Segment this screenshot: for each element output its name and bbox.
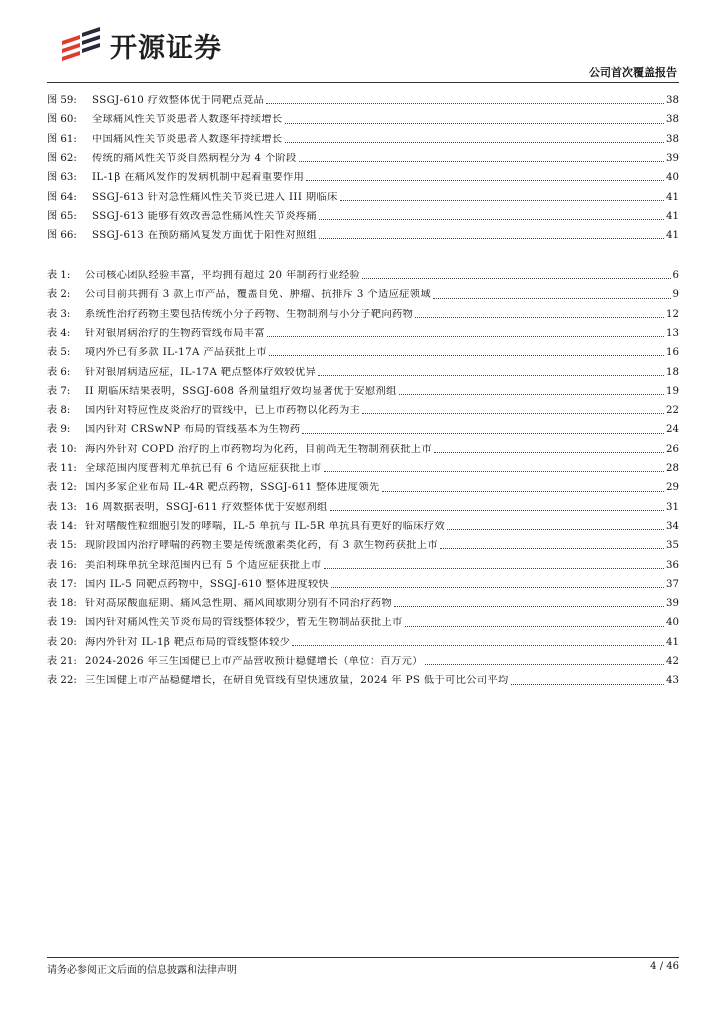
entry-title: 2024-2026 年三生国健已上市产品营收预计稳健增长（单位：百万元） — [85, 656, 423, 667]
entry-label: 图 64: — [47, 191, 77, 203]
entry-page: 41 — [666, 210, 679, 222]
dot-leader — [331, 587, 664, 588]
figure-entry[interactable] — [47, 88, 679, 107]
table-entry[interactable] — [47, 398, 679, 417]
table-entry[interactable] — [47, 340, 679, 359]
dot-leader — [319, 238, 664, 239]
figure-entry[interactable] — [47, 127, 679, 146]
dot-leader — [425, 664, 664, 665]
dot-leader — [267, 336, 664, 337]
dot-leader — [433, 298, 671, 299]
table-entry[interactable] — [47, 630, 679, 649]
entry-title: 针对高尿酸血症期、痛风急性期、痛风间歇期分别有不同治疗药物 — [85, 598, 393, 610]
entry-title: 国内针对 CRSwNP 布局的管线基本为生物药 — [85, 424, 301, 436]
entry-label: 表 11: — [47, 463, 77, 475]
entry-label: 表 19: — [47, 617, 77, 629]
dot-leader — [318, 375, 664, 376]
dot-leader — [447, 529, 664, 530]
footer-divider — [47, 957, 679, 958]
entry-page: 39 — [666, 152, 679, 164]
dot-leader — [319, 219, 664, 220]
entry-title: IL-1β 在痛风发作的发病机制中起着重要作用 — [92, 172, 305, 184]
table-entry[interactable] — [47, 649, 679, 668]
header-divider — [47, 82, 679, 83]
figure-entry[interactable] — [47, 204, 679, 223]
entry-page: 41 — [666, 191, 679, 203]
entry-label: 表 10: — [47, 443, 77, 455]
entry-title: SSGJ-613 针对急性痛风性关节炎已进入 III 期临床 — [92, 191, 338, 203]
entry-page: 38 — [666, 95, 679, 107]
entry-label: 图 62: — [47, 152, 77, 164]
entry-page: 42 — [666, 656, 679, 667]
entry-title: 16 周数据表明，SSGJ-611 疗效整体优于安慰剂组 — [85, 501, 328, 513]
entry-page: 41 — [666, 230, 679, 242]
entry-title: 传统的痛风性关节炎自然病程分为 4 个阶段 — [92, 152, 297, 164]
entry-label: 图 61: — [47, 133, 77, 145]
entry-page: 38 — [666, 114, 679, 126]
entry-page: 34 — [666, 520, 679, 532]
entry-title: 国内 IL-5 同靶点药物中，SSGJ-610 整体进度较快 — [85, 578, 330, 590]
entry-label: 表 14: — [47, 520, 77, 532]
dot-leader — [511, 684, 664, 685]
entry-title: 公司核心团队经验丰富，平均拥有超过 20 年制药行业经验 — [85, 270, 361, 282]
entry-label: 表 16: — [47, 559, 77, 571]
table-entry[interactable] — [47, 495, 679, 514]
entry-title: SSGJ-613 能够有效改善急性痛风性关节炎疼痛 — [92, 210, 318, 222]
entry-page: 12 — [666, 308, 679, 320]
table-entry[interactable] — [47, 359, 679, 378]
table-entry[interactable] — [47, 572, 679, 591]
entry-title: 国内多家企业布局 IL-4R 靶点药物，SSGJ-611 整体进度领先 — [85, 482, 380, 494]
dot-leader — [306, 180, 664, 181]
entry-label: 表 2: — [47, 289, 71, 301]
table-entry[interactable] — [47, 456, 679, 475]
entry-title: 三生国健上市产品稳健增长，在研自免管线有望快速放量，2024 年 PS 低于可比公司平均 — [85, 675, 509, 687]
entry-label: 图 66: — [47, 230, 77, 242]
dot-leader — [394, 606, 664, 607]
entry-title: 全球痛风性关节炎患者人数逐年持续增长 — [92, 114, 283, 126]
entry-title: 针对银屑病适应症，IL-17A 靶点整体疗效较优异 — [85, 366, 317, 378]
entry-page: 38 — [666, 133, 679, 145]
table-entry[interactable] — [47, 437, 679, 456]
entry-page: 43 — [666, 675, 679, 687]
entry-title: SSGJ-610 疗效整体优于同靶点竞品 — [92, 95, 265, 107]
entry-page: 22 — [666, 405, 679, 417]
entry-label: 表 12: — [47, 482, 77, 494]
entry-page: 31 — [666, 501, 679, 513]
dot-leader — [340, 200, 664, 201]
entry-label: 表 7: — [47, 385, 71, 397]
entry-title: 国内针对痛风性关节炎布局的管线整体较少，暂无生物制品获批上市 — [85, 617, 403, 629]
entry-title: 全球范围内度普利尤单抗已有 6 个适应症获批上市 — [85, 463, 322, 475]
table-entry[interactable] — [47, 321, 679, 340]
dot-leader — [285, 142, 664, 143]
logo-mark-icon — [60, 23, 104, 67]
dot-leader — [269, 355, 664, 356]
entry-label: 表 21: — [47, 656, 77, 667]
footer-disclaimer: 请务必参阅正文后面的信息披露和法律声明 — [47, 965, 237, 976]
entry-label: 表 1: — [47, 270, 71, 282]
dot-leader — [330, 510, 665, 511]
dot-leader — [440, 548, 664, 549]
entry-label: 表 4: — [47, 327, 71, 339]
entry-label: 表 15: — [47, 540, 77, 552]
entry-label: 表 20: — [47, 636, 77, 648]
entry-page: 26 — [666, 443, 679, 455]
figure-entry[interactable] — [47, 107, 679, 126]
table-entry[interactable] — [47, 533, 679, 552]
entry-label: 表 5: — [47, 347, 71, 359]
company-logo — [60, 22, 222, 68]
entry-label: 图 65: — [47, 210, 77, 222]
entry-page: 6 — [672, 270, 679, 282]
entry-page: 24 — [666, 424, 679, 436]
table-entry[interactable] — [47, 263, 679, 282]
entry-label: 表 18: — [47, 598, 77, 610]
figure-entry[interactable] — [47, 184, 679, 203]
entry-title: 境内外已有多款 IL-17A 产品获批上市 — [85, 347, 267, 359]
entry-page: 29 — [666, 482, 679, 494]
entry-page: 16 — [666, 347, 679, 359]
table-entry[interactable] — [47, 552, 679, 571]
logo-text: 开源证券 — [110, 32, 222, 64]
dot-leader — [362, 278, 670, 279]
entry-page: 40 — [666, 172, 679, 184]
table-entry[interactable] — [47, 282, 679, 301]
table-index — [47, 263, 679, 688]
page-header — [0, 0, 724, 84]
dot-leader — [399, 394, 664, 395]
table-entry[interactable] — [47, 514, 679, 533]
dot-leader — [292, 645, 664, 646]
page-number: 4 / 46 — [650, 961, 679, 972]
table-entry[interactable] — [47, 417, 679, 436]
entry-title: 公司目前共拥有 3 款上市产品，覆盖自免、肿瘤、抗排斥 3 个适应症领域 — [85, 289, 431, 301]
entry-label: 图 60: — [47, 114, 77, 126]
entry-label: 表 13: — [47, 501, 77, 513]
dot-leader — [324, 471, 665, 472]
entry-title: 现阶段国内治疗哮喘的药物主要是传统激素类化药，有 3 款生物药获批上市 — [85, 540, 438, 552]
entry-label: 表 3: — [47, 308, 71, 320]
dot-leader — [299, 161, 664, 162]
entry-label: 表 8: — [47, 405, 71, 417]
entry-page: 9 — [672, 289, 679, 301]
entry-title: 针对银屑病治疗的生物药管线布局丰富 — [85, 327, 265, 339]
table-entry[interactable] — [47, 302, 679, 321]
figure-index — [47, 88, 679, 242]
entry-title: II 期临床结果表明，SSGJ-608 各剂量组疗效均显著优于安慰剂组 — [85, 385, 397, 397]
entry-page: 35 — [666, 540, 679, 552]
entry-title: 国内针对特应性皮炎治疗的管线中，已上市药物以化药为主 — [85, 405, 361, 417]
table-entry[interactable] — [47, 668, 679, 687]
entry-page: 37 — [666, 578, 679, 590]
entry-page: 41 — [666, 636, 679, 648]
dot-leader — [302, 433, 664, 434]
entry-title: 系统性治疗药物主要包括传统小分子药物、生物制剂与小分子靶向药物 — [85, 308, 414, 320]
dot-leader — [405, 626, 664, 627]
dot-leader — [266, 103, 664, 104]
entry-page: 40 — [666, 617, 679, 629]
table-entry[interactable] — [47, 610, 679, 629]
dot-leader — [415, 317, 664, 318]
entry-label: 表 17: — [47, 578, 77, 590]
dot-leader — [362, 413, 664, 414]
entry-label: 表 9: — [47, 424, 71, 436]
dot-leader — [434, 452, 664, 453]
table-entry[interactable] — [47, 591, 679, 610]
dot-leader — [382, 491, 664, 492]
table-entry[interactable] — [47, 379, 679, 398]
figure-entry[interactable] — [47, 223, 679, 242]
entry-page: 18 — [666, 366, 679, 378]
entry-title: SSGJ-613 在预防痛风复发方面优于阳性对照组 — [92, 230, 318, 242]
entry-page: 19 — [666, 385, 679, 397]
entry-page: 13 — [666, 327, 679, 339]
entry-page: 39 — [666, 598, 679, 610]
entry-label: 表 6: — [47, 366, 71, 378]
report-type: 公司首次覆盖报告 — [589, 66, 677, 79]
entry-title: 海内外针对 COPD 治疗的上市药物均为化药，目前尚无生物制剂获批上市 — [85, 443, 433, 455]
dot-leader — [285, 123, 664, 124]
entry-page: 28 — [666, 463, 679, 475]
entry-title: 美泊利珠单抗全球范围内已有 5 个适应症获批上市 — [85, 559, 322, 571]
entry-label: 表 22: — [47, 675, 77, 687]
dot-leader — [324, 568, 665, 569]
table-entry[interactable] — [47, 475, 679, 494]
entry-label: 图 59: — [47, 95, 77, 107]
entry-label: 图 63: — [47, 172, 77, 184]
entry-title: 中国痛风性关节炎患者人数逐年持续增长 — [92, 133, 283, 145]
figure-entry[interactable] — [47, 146, 679, 165]
entry-title: 针对嗜酸性粒细胞引发的哮喘，IL-5 单抗与 IL-5R 单抗具有更好的临床疗效 — [85, 520, 446, 532]
figure-entry[interactable] — [47, 165, 679, 184]
entry-title: 海内外针对 IL-1β 靶点布局的管线整体较少 — [85, 636, 291, 648]
entry-page: 36 — [666, 559, 679, 571]
